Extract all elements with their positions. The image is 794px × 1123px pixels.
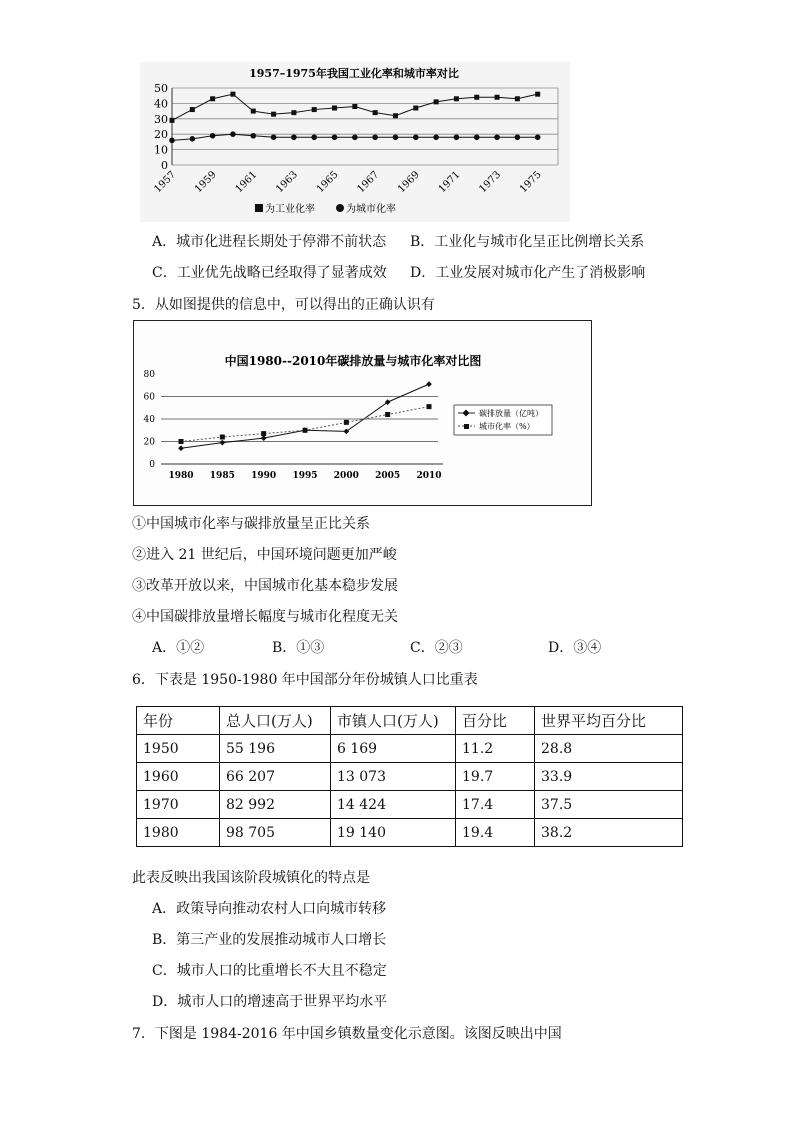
table-header-cell: 市镇人口(万人) [331,707,456,735]
table-row [137,763,683,791]
table-cell: 55 196 [220,735,331,763]
chart1-point-urbanization [494,134,500,140]
chart1-point-urbanization [169,138,175,144]
chart1-title: 1957–1975年我国工业化率和城市率对比 [249,67,459,80]
q4-option-a: A．城市化进程长期处于停滞不前状态 [152,234,387,250]
chart1-background [140,62,570,222]
q6-question: 此表反映出我国该阶段城镇化的特点是 [132,870,370,886]
chart2-point-urbanization [344,420,349,425]
chart2-x-tick-label: 1990 [251,471,277,481]
q4-option-d: D．工业发展对城市化产生了消极影响 [410,265,646,281]
chart1-point-industrialization [413,106,418,111]
q5-option-c: C．②③ [410,640,463,656]
chart1-point-urbanization [535,134,541,140]
population-table [136,706,683,847]
chart1-x-tick-label: 1963 [274,169,301,196]
chart1-x-tick-label: 1959 [192,169,219,196]
chart2 [133,320,592,506]
chart2-y-tick-label: 60 [143,392,155,403]
chart1-y-tick-label: 40 [154,97,168,111]
chart1-x-tick-label: 1969 [396,169,422,196]
chart1-point-industrialization [291,110,296,115]
chart1-point-industrialization [454,96,459,101]
table-cell: 82 992 [220,791,331,819]
chart1-y-tick-label: 0 [161,159,168,172]
chart1-point-industrialization [474,95,479,100]
table-row [137,735,683,763]
chart2-title: 中国1980--2010年碳排放量与城市化率对比图 [224,354,482,368]
legend-circle-marker [336,204,344,212]
chart1-point-industrialization [515,96,520,101]
chart2-x-tick-label: 2000 [333,471,359,481]
q5-statement-1: ①中国城市化率与碳排放量呈正比关系 [132,516,370,532]
chart1-point-urbanization [454,134,460,140]
chart1-x-tick-label: 1975 [518,169,544,196]
q7-stem: 7．下图是 1984-2016 年中国乡镇数量变化示意图。该图反映出中国 [132,1026,562,1042]
table-cell: 1970 [137,791,220,819]
chart1-x-tick-label: 1973 [477,169,504,196]
chart2-point-urbanization [427,404,432,409]
q6-option-a: A．政策导向推动农村人口向城市转移 [152,901,387,917]
chart2-point-urbanization [220,435,225,440]
chart2-x-tick-label: 2010 [416,471,442,481]
chart1-point-industrialization [251,109,256,114]
table-header-cell: 年份 [137,707,220,735]
chart2-point-urbanization [261,431,266,436]
chart1-x-tick-label: 1967 [355,169,382,196]
chart1-point-industrialization [210,96,215,101]
chart1-point-urbanization [393,134,399,140]
table-header-cell: 总人口(万人) [220,707,331,735]
chart1-point-urbanization [210,133,216,139]
q6-option-c: C．城市人口的比重增长不大且不稳定 [152,963,387,979]
table-header-cell: 百分比 [456,707,535,735]
chart2-x-tick-label: 1980 [168,471,194,481]
table-cell: 98 705 [220,819,331,847]
chart1-point-urbanization [271,134,277,140]
chart1-y-tick-label: 50 [154,82,168,95]
table-cell: 6 169 [331,735,456,763]
table-cell: 19.4 [456,819,535,847]
table-cell: 17.4 [456,791,535,819]
chart2-point-urbanization [385,412,390,417]
chart1-point-industrialization [170,118,175,123]
chart2-legend [454,405,552,435]
table-cell: 66 207 [220,763,331,791]
chart2-x-tick-label: 1985 [209,471,235,481]
table-cell: 19 140 [331,819,456,847]
q6-option-d: D．城市人口的增速高于世界平均水平 [152,994,388,1010]
table-cell: 33.9 [535,763,683,791]
chart1-x-tick-label: 1957 [152,169,179,196]
q5-option-b: B．①③ [272,640,325,656]
chart1-point-urbanization [332,134,338,140]
table-cell: 28.8 [535,735,683,763]
table-row [137,791,683,819]
chart2-legend-label-2: 城市化率（%） [479,422,535,431]
chart1-point-industrialization [535,92,540,97]
chart2-x-tick-label: 1995 [292,471,318,481]
q4-option-b: B．工业化与城市化呈正比例增长关系 [410,234,645,250]
table-cell: 14 424 [331,791,456,819]
q5-stem: 5．从如图提供的信息中，可以得出的正确认识有 [132,297,435,313]
chart2-x-tick-label: 2005 [375,471,401,481]
chart1-point-urbanization [352,134,358,140]
chart1-point-industrialization [312,107,317,112]
q4-option-c: C．工业优先战略已经取得了显著成效 [152,265,387,281]
q5-statement-4: ④中国碳排放量增长幅度与城市化程度无关 [132,609,398,625]
chart1-point-industrialization [495,95,500,100]
chart1 [140,62,570,222]
q5-statement-3: ③改革开放以来，中国城市化基本稳步发展 [132,578,398,594]
chart1-point-urbanization [230,131,236,137]
chart1-x-tick-label: 1971 [436,169,463,196]
q5-option-d: D．③④ [548,640,602,656]
table-row [137,819,683,847]
chart1-y-tick-label: 30 [154,112,168,126]
chart1-point-industrialization [190,107,195,112]
chart2-y-tick-label: 20 [143,437,155,448]
chart1-point-urbanization [190,136,196,142]
table-header-row [137,707,683,735]
chart1-point-industrialization [373,110,378,115]
q6-stem: 6．下表是 1950-1980 年中国部分年份城镇人口比重表 [132,672,478,688]
chart2-point-urbanization [303,428,308,433]
chart1-x-tick-label: 1961 [233,169,260,196]
chart1-point-urbanization [515,134,521,140]
q6-option-b: B．第三产业的发展推动城市人口增长 [152,932,387,948]
table-cell: 37.5 [535,791,683,819]
chart1-point-industrialization [352,104,357,109]
chart1-point-urbanization [311,134,317,140]
table-cell: 19.7 [456,763,535,791]
chart1-y-tick-label: 20 [154,128,168,142]
chart1-point-urbanization [413,134,419,140]
chart1-point-industrialization [230,92,235,97]
chart2-point-urbanization [179,439,184,444]
legend-square-marker [464,424,469,429]
chart1-legend-label-1: 为工业化率 [265,204,315,215]
chart1-x-tick-label: 1965 [314,169,341,196]
chart1-point-industrialization [332,106,337,111]
chart1-point-urbanization [474,134,480,140]
chart1-point-urbanization [433,134,439,140]
chart2-y-tick-label: 40 [143,415,155,425]
table-cell: 11.2 [456,735,535,763]
table-cell: 1980 [137,819,220,847]
chart1-point-industrialization [393,113,398,118]
chart2-legend-label-1: 碳排放量（亿吨） [479,409,543,418]
chart1-point-industrialization [434,99,439,104]
chart2-y-tick-label: 0 [149,460,155,470]
chart1-point-urbanization [291,134,297,140]
legend-square-marker [255,204,263,212]
q5-statement-2: ②进入 21 世纪后，中国环境问题更加严峻 [132,547,397,563]
chart1-point-urbanization [372,134,378,140]
table-cell: 1960 [137,763,220,791]
chart2-y-tick-label: 80 [143,370,155,380]
table-cell: 13 073 [331,763,456,791]
table-cell: 1950 [137,735,220,763]
chart1-legend-label-2: 为城市化率 [346,204,396,215]
table-cell: 38.2 [535,819,683,847]
chart1-y-tick-label: 10 [154,143,168,157]
chart1-point-urbanization [250,133,256,139]
chart1-point-industrialization [271,112,276,117]
q5-option-a: A．①② [152,640,205,656]
table-header-cell: 世界平均百分比 [535,707,683,735]
